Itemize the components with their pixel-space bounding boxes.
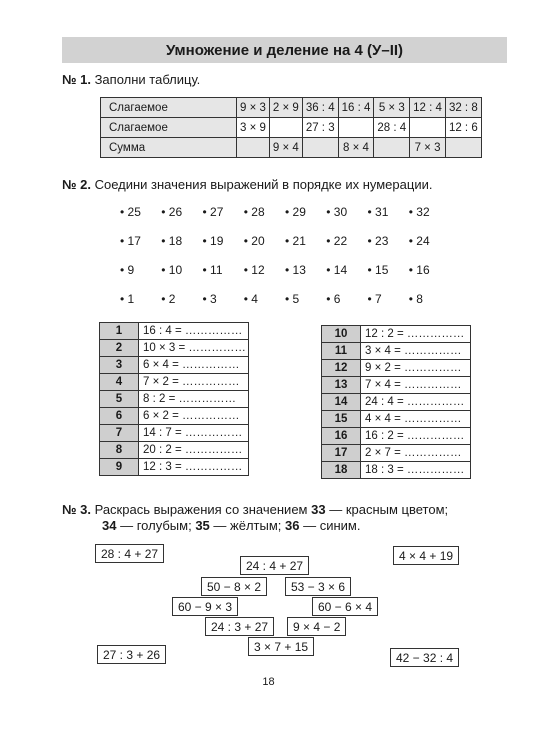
dot-point[interactable]: • 29 [285, 205, 306, 219]
table-row [100, 374, 249, 391]
row-number: 1 [100, 323, 139, 340]
expression-box[interactable]: 9 × 4 − 2 [287, 617, 346, 636]
table-row [100, 425, 249, 442]
dot-point[interactable]: • 11 [202, 263, 223, 277]
page-number: 18 [262, 676, 275, 688]
table-row [100, 459, 249, 476]
row-number: 2 [100, 340, 139, 357]
table-cell: 36 : 4 [302, 98, 338, 118]
table-cell: 8 × 4 [338, 138, 374, 158]
table-cell: 27 : 3 [302, 118, 338, 138]
table-cell [374, 138, 410, 158]
dot-row [120, 205, 450, 219]
task1-number: № 1. [62, 72, 91, 87]
expression-box[interactable]: 4 × 4 + 19 [393, 546, 459, 565]
dot-point[interactable]: • 17 [120, 234, 141, 248]
expression-cell[interactable]: 7 × 2 = …………… [139, 374, 249, 391]
row-number: 16 [322, 428, 361, 445]
table-row [322, 394, 471, 411]
expression-box[interactable]: 3 × 7 + 15 [248, 637, 314, 656]
row-number: 8 [100, 442, 139, 459]
expression-cell[interactable]: 14 : 7 = …………… [139, 425, 249, 442]
dot-row [120, 292, 450, 306]
table-row [101, 138, 482, 158]
dot-point[interactable]: • 27 [202, 205, 224, 219]
table-cell [445, 138, 481, 158]
expression-box[interactable]: 42 − 32 : 4 [390, 648, 459, 667]
table-row [322, 377, 471, 394]
table-cell [302, 138, 338, 158]
task3-line1: Раскрась выражения со значением [94, 502, 308, 517]
dot-point[interactable]: • 7 [367, 292, 382, 306]
expression-cell[interactable]: 16 : 4 = …………… [139, 323, 249, 340]
table-row [322, 462, 471, 479]
task2-text: Соедини значения выражений в порядке их нумерации. [94, 177, 433, 192]
expression-box[interactable]: 60 − 9 × 3 [172, 597, 238, 616]
table-cell: 5 × 3 [374, 98, 410, 118]
table-cell: 2 × 9 [269, 98, 302, 118]
red-label: — красным цветом; [329, 502, 449, 517]
table-cell: 9 × 4 [269, 138, 302, 158]
task2-header [62, 177, 432, 192]
dot-point[interactable]: • 9 [120, 263, 135, 277]
value-35: 35 [195, 518, 210, 533]
expression-box[interactable]: 60 − 6 × 4 [312, 597, 378, 616]
row-label: Сумма [101, 138, 237, 158]
task1-text: Заполни таблицу. [94, 72, 201, 87]
row-number: 18 [322, 462, 361, 479]
expression-box[interactable]: 50 − 8 × 2 [201, 577, 267, 596]
dot-point[interactable]: • 25 [120, 205, 141, 219]
dot-point[interactable]: • 22 [326, 234, 348, 248]
page-title: Умножение и деление на 4 (У–II) [62, 37, 507, 63]
dot-point[interactable]: • 8 [408, 292, 423, 306]
dot-point[interactable]: • 14 [326, 263, 348, 277]
table-cell: 16 : 4 [338, 98, 374, 118]
task2-number: № 2. [62, 177, 91, 192]
table-row [322, 428, 471, 445]
dot-point[interactable]: • 26 [161, 205, 183, 219]
table-cell: 3 × 9 [237, 118, 270, 138]
task3-number: № 3. [62, 502, 91, 517]
dot-point[interactable]: • 4 [243, 292, 258, 306]
table-row [100, 357, 249, 374]
table-row [322, 360, 471, 377]
expression-box[interactable]: 24 : 3 + 27 [205, 617, 274, 636]
row-number: 15 [322, 411, 361, 428]
dot-point[interactable]: • 23 [367, 234, 389, 248]
table-row [100, 442, 249, 459]
dot-point[interactable]: • 10 [161, 263, 183, 277]
darkblue-label: — синим. [303, 518, 361, 533]
table-row [100, 323, 249, 340]
row-number: 6 [100, 408, 139, 425]
table-cell: 12 : 6 [445, 118, 481, 138]
dot-row [120, 234, 450, 248]
dot-point[interactable]: • 28 [243, 205, 265, 219]
table-row [322, 343, 471, 360]
dot-point[interactable]: • 18 [161, 234, 183, 248]
expression-cell[interactable]: 20 : 2 = …………… [139, 442, 249, 459]
table-row [322, 411, 471, 428]
dot-point[interactable]: • 3 [202, 292, 217, 306]
row-number: 13 [322, 377, 361, 394]
table-row [100, 408, 249, 425]
expression-cell[interactable]: 12 : 3 = …………… [139, 459, 249, 476]
value-33: 33 [311, 502, 326, 517]
yellow-label: — жёлтым; [213, 518, 282, 533]
expression-cell[interactable]: 3 × 4 = …………… [361, 343, 471, 360]
table-row [100, 340, 249, 357]
table-row [101, 98, 482, 118]
table-row [322, 445, 471, 462]
right-expression-table [321, 325, 471, 479]
expression-cell[interactable]: 4 × 4 = …………… [361, 411, 471, 428]
row-number: 4 [100, 374, 139, 391]
expression-cell[interactable]: 2 × 7 = …………… [361, 445, 471, 462]
expression-cell[interactable]: 24 : 4 = …………… [361, 394, 471, 411]
dot-point[interactable]: • 24 [408, 234, 430, 248]
task1-header [62, 72, 200, 87]
expression-box[interactable]: 27 : 3 + 26 [97, 645, 166, 664]
expression-box[interactable]: 28 : 4 + 27 [95, 544, 164, 563]
value-36: 36 [285, 518, 300, 533]
dot-row [120, 263, 450, 277]
dot-point[interactable]: • 5 [285, 292, 300, 306]
dot-point[interactable]: • 1 [120, 292, 135, 306]
row-number: 12 [322, 360, 361, 377]
table-cell: 7 × 3 [410, 138, 446, 158]
dot-point[interactable]: • 15 [367, 263, 389, 277]
expression-box[interactable]: 24 : 4 + 27 [240, 556, 309, 575]
row-number: 3 [100, 357, 139, 374]
dot-point[interactable]: • 32 [408, 205, 430, 219]
task1-table [100, 97, 482, 158]
row-number: 17 [322, 445, 361, 462]
expression-cell[interactable]: 18 : 3 = …………… [361, 462, 471, 479]
dot-point[interactable]: • 16 [408, 263, 430, 277]
row-label: Слагаемое [101, 118, 237, 138]
dot-point[interactable]: • 30 [326, 205, 348, 219]
expression-cell[interactable]: 12 : 2 = …………… [361, 326, 471, 343]
table-cell [338, 118, 374, 138]
table-row [322, 326, 471, 343]
dot-point[interactable]: • 2 [161, 292, 176, 306]
row-number: 11 [322, 343, 361, 360]
expression-cell[interactable]: 16 : 2 = …………… [361, 428, 471, 445]
value-34: 34 [102, 518, 117, 533]
dot-point[interactable]: • 21 [285, 234, 306, 248]
blue-label: — голубым; [120, 518, 192, 533]
row-number: 5 [100, 391, 139, 408]
row-number: 10 [322, 326, 361, 343]
table-cell [410, 118, 446, 138]
row-label: Слагаемое [101, 98, 237, 118]
expression-box[interactable]: 53 − 3 × 6 [285, 577, 351, 596]
dot-point[interactable]: • 12 [243, 263, 265, 277]
table-row [101, 118, 482, 138]
dot-point[interactable]: • 20 [243, 234, 265, 248]
task3-header [62, 502, 507, 534]
dot-point[interactable]: • 13 [285, 263, 306, 277]
table-cell: 28 : 4 [374, 118, 410, 138]
expression-cell[interactable]: 6 × 4 = …………… [139, 357, 249, 374]
dot-point[interactable]: • 31 [367, 205, 389, 219]
expression-cell[interactable]: 7 × 4 = …………… [361, 377, 471, 394]
table-row [100, 391, 249, 408]
table-cell [269, 118, 302, 138]
table-cell: 9 × 3 [237, 98, 270, 118]
row-number: 14 [322, 394, 361, 411]
expression-cell[interactable]: 9 × 2 = …………… [361, 360, 471, 377]
table-cell [237, 138, 270, 158]
expression-cell[interactable]: 6 × 2 = …………… [139, 408, 249, 425]
row-number: 7 [100, 425, 139, 442]
expression-cell[interactable]: 10 × 3 = …………… [139, 340, 249, 357]
table-cell: 12 : 4 [410, 98, 446, 118]
dot-point[interactable]: • 6 [326, 292, 341, 306]
row-number: 9 [100, 459, 139, 476]
left-expression-table [99, 322, 249, 476]
dot-point[interactable]: • 19 [202, 234, 224, 248]
table-cell: 32 : 8 [445, 98, 481, 118]
expression-cell[interactable]: 8 : 2 = …………… [139, 391, 249, 408]
